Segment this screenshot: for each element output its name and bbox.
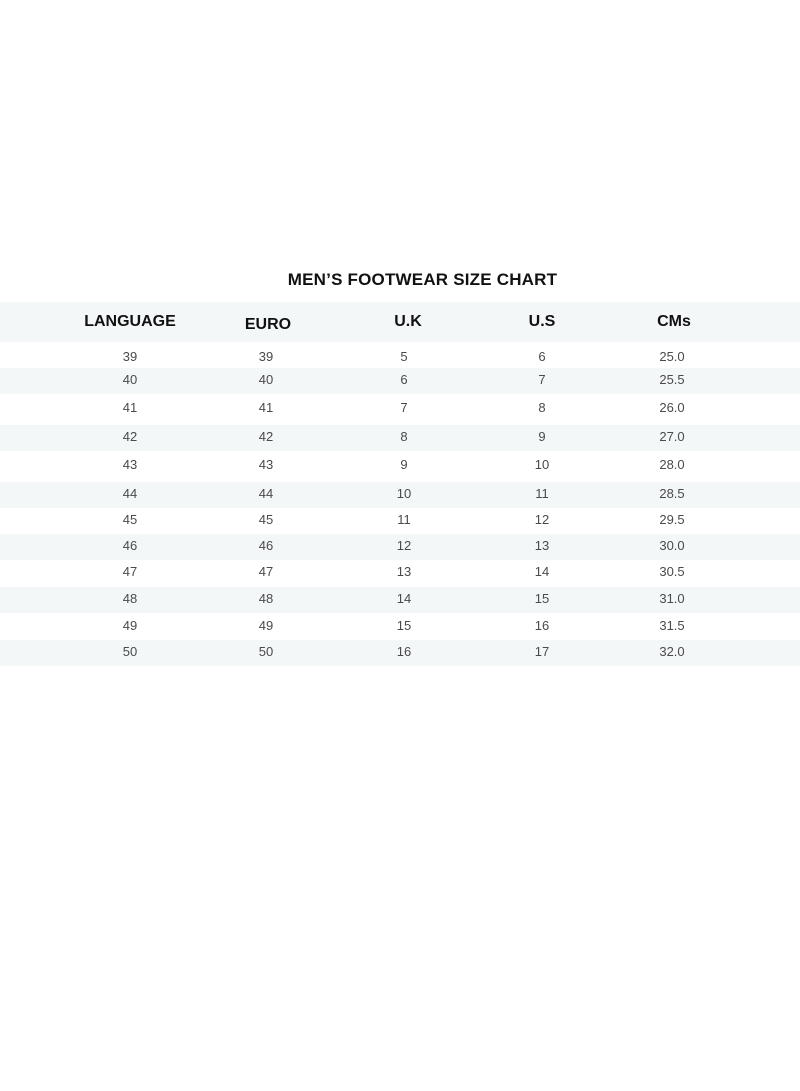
cell-cms: 27.0	[659, 429, 685, 444]
cell-uk: 7	[400, 400, 408, 415]
cell-us: 17	[534, 644, 550, 659]
cell-uk: 10	[396, 486, 412, 501]
cell-uk: 9	[400, 457, 408, 472]
cell-us: 10	[534, 457, 550, 472]
table-row	[0, 425, 800, 451]
table-row	[0, 534, 800, 560]
cell-euro: 39	[258, 349, 274, 364]
cell-language: 45	[122, 512, 138, 527]
cell-euro: 44	[258, 486, 274, 501]
cell-us: 8	[538, 400, 546, 415]
cell-uk: 6	[400, 372, 408, 387]
cell-language: 39	[122, 349, 138, 364]
cell-us: 6	[538, 349, 546, 364]
table-row	[0, 587, 800, 613]
cell-uk: 12	[396, 538, 412, 553]
cell-language: 48	[122, 591, 138, 606]
table-row	[0, 453, 800, 479]
cell-us: 15	[534, 591, 550, 606]
cell-language: 41	[122, 400, 138, 415]
cell-us: 7	[538, 372, 546, 387]
cell-cms: 32.0	[659, 644, 685, 659]
cell-cms: 26.0	[659, 400, 685, 415]
table-row	[0, 482, 800, 508]
cell-us: 12	[534, 512, 550, 527]
cell-language: 40	[122, 372, 138, 387]
cell-euro: 46	[258, 538, 274, 553]
cell-us: 16	[534, 618, 550, 633]
cell-cms: 31.0	[659, 591, 685, 606]
size-chart-title: MEN’S FOOTWEAR SIZE CHART	[287, 270, 558, 289]
cell-euro: 45	[258, 512, 274, 527]
cell-language: 49	[122, 618, 138, 633]
cell-cms: 29.5	[659, 512, 685, 527]
table-row	[0, 640, 800, 666]
cell-us: 14	[534, 564, 550, 579]
cell-euro: 41	[258, 400, 274, 415]
cell-uk: 8	[400, 429, 408, 444]
cell-euro: 43	[258, 457, 274, 472]
cell-euro: 49	[258, 618, 274, 633]
table-row	[0, 368, 800, 394]
table-row	[0, 396, 800, 422]
header-uk: U.K	[394, 313, 422, 330]
table-row	[0, 614, 800, 640]
header-cms: CMs	[657, 313, 691, 330]
cell-euro: 47	[258, 564, 274, 579]
cell-language: 42	[122, 429, 138, 444]
cell-uk: 11	[397, 512, 411, 527]
header-us: U.S	[528, 313, 556, 330]
table-row	[0, 508, 800, 534]
cell-cms: 30.0	[659, 538, 685, 553]
cell-cms: 25.0	[659, 349, 685, 364]
cell-language: 50	[122, 644, 138, 659]
cell-euro: 42	[258, 429, 274, 444]
cell-uk: 16	[396, 644, 412, 659]
cell-language: 47	[122, 564, 138, 579]
cell-cms: 25.5	[659, 372, 685, 387]
cell-uk: 5	[400, 349, 408, 364]
cell-language: 43	[122, 457, 138, 472]
table-row	[0, 560, 800, 586]
cell-euro: 48	[258, 591, 274, 606]
cell-cms: 28.5	[659, 486, 685, 501]
cell-uk: 14	[396, 591, 412, 606]
cell-cms: 30.5	[659, 564, 685, 579]
cell-us: 13	[534, 538, 550, 553]
cell-cms: 28.0	[659, 457, 685, 472]
cell-language: 44	[122, 486, 138, 501]
cell-euro: 50	[258, 644, 274, 659]
header-euro: EURO	[244, 316, 292, 333]
cell-euro: 40	[258, 372, 274, 387]
cell-cms: 31.5	[659, 618, 685, 633]
cell-us: 11	[535, 486, 549, 501]
cell-language: 46	[122, 538, 138, 553]
header-language: LANGUAGE	[84, 313, 176, 330]
cell-uk: 15	[396, 618, 412, 633]
cell-uk: 13	[396, 564, 412, 579]
table-header	[0, 302, 800, 342]
cell-us: 9	[538, 429, 546, 444]
